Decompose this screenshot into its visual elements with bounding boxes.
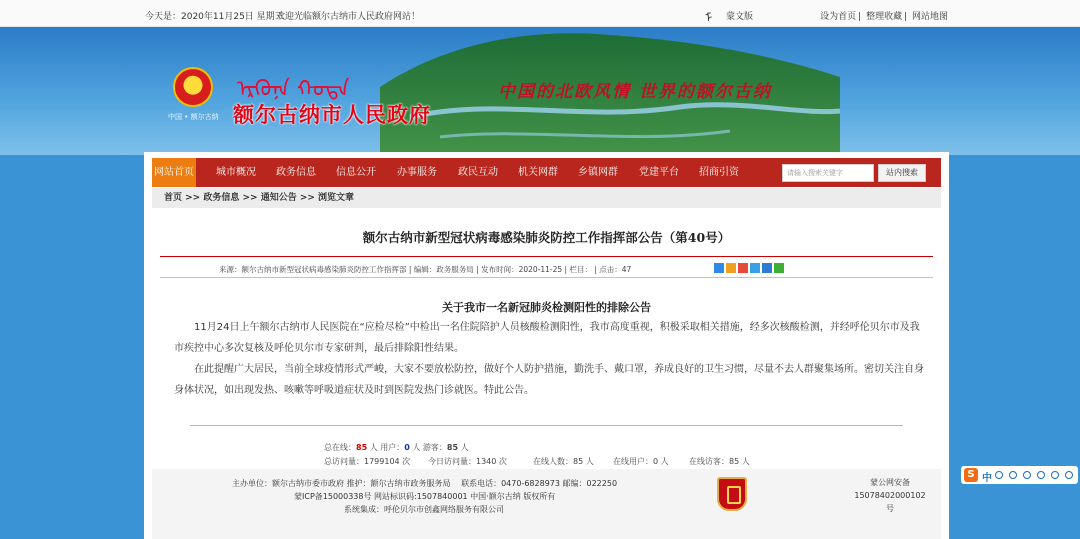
search-button[interactable]: 站内搜索 [878,164,926,182]
sitemap-link[interactable]: 网站地图 [911,12,948,22]
guests-count: 85 [446,443,459,452]
main-nav [152,158,941,187]
police-record[interactable]: 蒙公网安备 15078402000102 号 [854,478,926,513]
mongolian-script-icon[interactable]: ᠮ [705,11,713,25]
ime-punctuation-icon[interactable] [995,471,1003,479]
content-card [144,152,949,539]
users-unit: 人 [412,443,421,452]
users-label: 用户： [380,443,405,452]
nav-item-party-building[interactable]: 党建平台 [639,167,679,178]
nav-item-info-disclosure[interactable]: 信息公开 [336,167,376,178]
article-meta: 来源：额尔古纳市新型冠状病毒感染肺炎防控工作指挥部 | 编辑：政务服务局 | 发布时间：2020-11-25 | 栏目： | 点击：47 [219,265,632,274]
banner-slogan: 中国的北欧风情 世界的额尔古纳 [498,82,772,102]
share-weibo-icon[interactable] [738,263,748,273]
nav-item-investment[interactable]: 招商引资 [699,167,739,178]
notice-title: 关于我市一名新冠肺炎检测阳性的排除公告 [442,301,651,314]
ime-keyboard-icon[interactable] [1037,471,1045,479]
guests-unit: 人 [460,443,469,452]
share-qzone-icon[interactable] [726,263,736,273]
nav-item-services[interactable]: 办事服务 [397,167,437,178]
footer-sponsor: 主办单位：额尔古纳市委市政府 推护：额尔古纳市政务服务局 联系电话：0470-6828973 邮编：022250 [232,479,618,488]
ime-toolbox-icon[interactable] [1065,471,1073,479]
visit-online-guests: 在线访客：85 人 [689,457,750,466]
share-wechat-icon[interactable] [774,263,784,273]
nav-item-agencies[interactable]: 机关网群 [518,167,558,178]
nav-item-home[interactable]: 网站首页 [152,158,196,187]
ime-skin-icon[interactable] [1051,471,1059,479]
meta-divider [160,277,933,278]
ime-emoji-icon[interactable] [1009,471,1017,479]
mongolian-brand-text: ᠡᠷᠭᠦᠨᠡ ᠬᠣᠲᠠ [237,77,350,102]
mongolian-version-link[interactable]: 蒙文版 [726,12,754,22]
article-paragraph-1: 11月24日上午额尔古纳市人民医院在“应检尽检”中检出一名住院陪护人员核酸检测阳性，我市高度重视，积极采取相关措施，经多次核酸检测，并经呼伦贝尔市及我市疾控中心多次复核及呼伦贝尔市专家研判，最后排除阳性结果。 [174,322,920,354]
ime-language-indicator[interactable]: 中 [982,473,992,484]
visit-online-users: 在线用户：0 人 [613,457,669,466]
bookmark-link[interactable]: 整理收藏 [866,12,903,22]
search-input[interactable]: 请输入搜索关键字 [782,164,874,182]
article-title: 额尔古纳市新型冠状病毒感染肺炎防控工作指挥部公告（第40号） [362,230,731,245]
online-label: 总在线： [324,443,356,452]
footer-icp: 蒙ICP备15000338号 网站标识码:1507840001 中国·额尔古纳 版权所有 [294,492,556,501]
sogou-logo-icon[interactable]: S [964,468,978,482]
visit-online: 在线人数：85 人 [533,457,594,466]
visit-total: 总访问量：1799104 次 [324,457,411,466]
welcome-text: 欢迎光临额尔古纳市人民政府网站！ [276,12,421,22]
share-more-icon[interactable] [714,263,724,273]
share-renren-icon[interactable] [762,263,772,273]
users-count: 0 [404,443,410,452]
nav-item-townships[interactable]: 乡镇网群 [578,167,618,178]
set-homepage-link[interactable]: 设为首页 [820,12,857,22]
online-stats [324,442,469,453]
top-bar [0,0,1080,27]
online-unit: 人 [369,443,378,452]
footer-integrator: 系统集成：呼伦贝尔市创鑫网络服务有限公司 [344,505,504,514]
share-tencent-icon[interactable] [750,263,760,273]
emblem-caption: 中国 • 额尔古纳 [168,113,219,121]
header-banner [0,27,1080,155]
nav-item-city-overview[interactable]: 城市概况 [216,167,256,178]
party-emblem-icon[interactable] [717,477,747,511]
top-links: 设为首页 | 整理收藏 | 网站地图 [820,12,948,22]
ime-toolbar[interactable] [961,466,1078,484]
national-emblem-icon [173,67,213,107]
ime-voice-icon[interactable] [1023,471,1031,479]
visit-today: 今日访问量：1340 次 [428,457,507,466]
share-buttons [714,263,786,276]
breadcrumb: 首页 >> 政务信息 >> 通知公告 >> 浏览文章 [152,188,941,208]
title-divider [160,256,933,257]
online-count: 85 [356,443,368,452]
nav-item-gov-info[interactable]: 政务信息 [276,167,316,178]
content-end-divider [190,425,903,426]
guests-label: 游客： [422,443,447,452]
article-paragraph-2: 在此提醒广大居民，当前全球疫情形式严峻，大家不要放松防控，做好个人防护措施，勤洗手、戴口罩，养成良好的卫生习惯，尽量不去人群聚集场所。密切关注自身身体状况，如出现发热、咳嗽等呼吸道症状及时到医院发热门诊就医。特此公告。 [174,364,924,396]
current-date: 今天是：2020年11月25日 星期三 [145,12,284,22]
nav-item-interaction[interactable]: 政民互动 [458,167,498,178]
site-title: 额尔古纳市人民政府 [233,103,431,127]
